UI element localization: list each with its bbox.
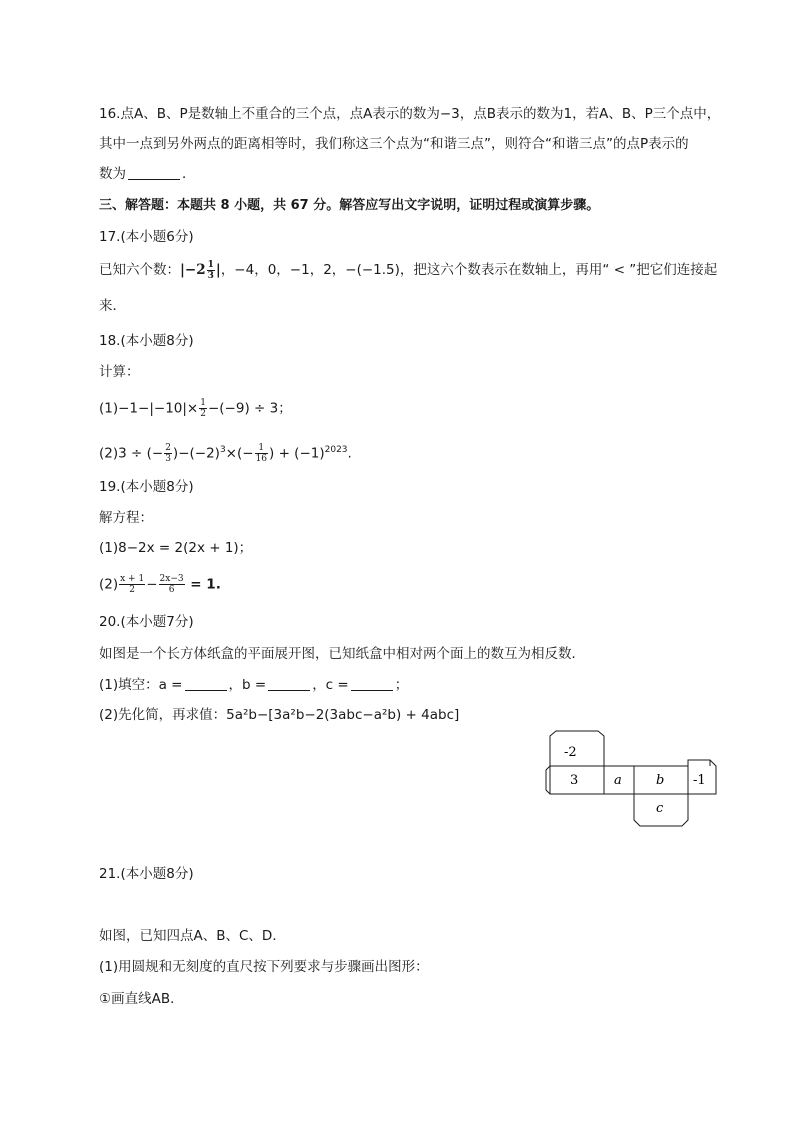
q17-mid: ，−4，0，−1，2，−(−1.5)，把这六个数表示在数轴上，再用“ < ”把它们连接起 xyxy=(220,262,718,278)
cuboid-net-diagram xyxy=(540,730,730,830)
q21-line-3: ①画直线AB． xyxy=(99,991,184,1007)
frac-num: 2x−3 xyxy=(159,574,184,584)
q16-line-1: 16.点A、B、P是数轴上不重合的三个点，点A表示的数为−3，点B表示的数为1，若A、B、P三个点中， xyxy=(99,106,721,122)
net-label-a: a xyxy=(614,773,622,788)
frac-2x-minus-3-over-6 xyxy=(159,574,185,595)
q16-line-3-suffix: ． xyxy=(182,166,196,182)
q20-part-2: (2)先化简，再求值：5a²b−[3a²b−2(3abc−a²b) + 4abc] xyxy=(99,707,460,723)
q18-p2-tail: ) + (−1) xyxy=(269,445,325,462)
frac-num: 1 xyxy=(255,443,268,454)
net-flap-left xyxy=(546,766,550,794)
frac-num: 1 xyxy=(207,260,214,270)
mixed-close: | xyxy=(215,262,221,278)
q20-header: 20.(本小题7分) xyxy=(99,614,194,630)
q20-blank-c xyxy=(351,676,393,691)
frac-one-sixteenth xyxy=(255,443,268,464)
frac-x-plus-1-over-2 xyxy=(119,574,145,595)
q20-blank-a xyxy=(185,676,227,691)
frac-den: 2 xyxy=(129,585,136,595)
frac-den: 6 xyxy=(168,585,175,595)
net-label-top: -2 xyxy=(564,745,577,760)
q21-header: 21.(本小题8分) xyxy=(99,866,194,882)
cube-exponent: 3 xyxy=(219,445,226,455)
q19-part-1: (1)8−2x = 2(2x + 1)； xyxy=(99,540,253,556)
q17-header: 17.(本小题6分) xyxy=(99,229,194,245)
q18-header: 18.(本小题8分) xyxy=(99,333,194,349)
frac-one-third xyxy=(207,260,215,281)
q17-prefix: 已知六个数： xyxy=(99,262,180,278)
q19-header: 19.(本小题8分) xyxy=(99,479,194,495)
q16-line-3-prefix: 数为 xyxy=(99,166,126,182)
frac-two-thirds xyxy=(164,443,172,464)
q16-line-3 xyxy=(99,164,196,184)
q20-p1-c: ，c = xyxy=(312,677,349,693)
net-label-b: b xyxy=(656,773,665,788)
q21-line-1: 如图，已知四点A、B、C、D． xyxy=(99,928,286,944)
net-label-bottom: c xyxy=(656,801,664,816)
frac-den: 16 xyxy=(255,454,268,464)
frac-half xyxy=(199,398,207,419)
q19-part-2: (2) $\frac{x + 1}{2}$ − $\frac{2x-3}{6}$ = 1. xyxy=(99,574,221,595)
q20-p1-head: (1)填空：a = xyxy=(99,677,183,693)
q17-line-1 xyxy=(99,260,717,281)
q18-p2-exponent: 2023 xyxy=(324,445,348,455)
q19-p2-head: (2) xyxy=(99,576,119,593)
frac-den: 2 xyxy=(200,409,206,419)
q18-p2-mid2: ×(− xyxy=(225,445,254,462)
q20-line-1: 如图是一个长方体纸盒的平面展开图，已知纸盒中相对两个面上的数互为相反数． xyxy=(99,646,585,662)
q18-p2-head: (2)3 ÷ (− xyxy=(99,445,164,462)
q20-blank-b xyxy=(268,676,310,691)
frac-den: 3 xyxy=(207,271,214,281)
q17-line-2: 来． xyxy=(99,298,126,314)
net-label-right: -1 xyxy=(693,773,706,788)
mixed-whole: |−2 xyxy=(180,262,206,278)
q20-p1-b: ，b = xyxy=(228,677,267,693)
section-3-title: 三、解答题：本题共 8 小题，共 67 分。解答应写出文字说明，证明过程或演算步骤。 xyxy=(99,198,600,213)
frac-num: 1 xyxy=(200,398,206,408)
q16-answer-blank xyxy=(128,165,180,180)
q18-p2-end: . xyxy=(347,445,352,462)
q18-p1-tail: −(−9) ÷ 3； xyxy=(207,400,292,417)
q18-part-2 xyxy=(99,440,352,464)
frac-num: 2 xyxy=(165,443,171,453)
q20-part-1 xyxy=(99,675,408,695)
q18-p2-mid: )−(−2) xyxy=(172,445,220,462)
q18-p1-head: (1)−1−|−10|× xyxy=(99,400,199,417)
q20-p1-end: ； xyxy=(394,677,409,693)
net-face-top xyxy=(550,731,604,766)
net-label-left: 3 xyxy=(570,773,579,788)
q18-intro: 计算： xyxy=(99,364,140,380)
frac-den: 3 xyxy=(165,454,171,464)
q21-line-2: (1)用圆规和无刻度的直尺按下列要求与步骤画出图形： xyxy=(99,959,429,975)
q16-line-2: 其中一点到另外两点的距离相等时，我们称这三个点为“和谐三点”，则符合“和谐三点”的点P表示的 xyxy=(99,136,689,152)
frac-num: x + 1 xyxy=(120,574,145,584)
q19-intro: 解方程： xyxy=(99,510,153,526)
q18-part-1 xyxy=(99,398,292,419)
q17-mixed-number xyxy=(180,260,221,281)
q19-p2-tail: = 1. xyxy=(185,576,221,593)
